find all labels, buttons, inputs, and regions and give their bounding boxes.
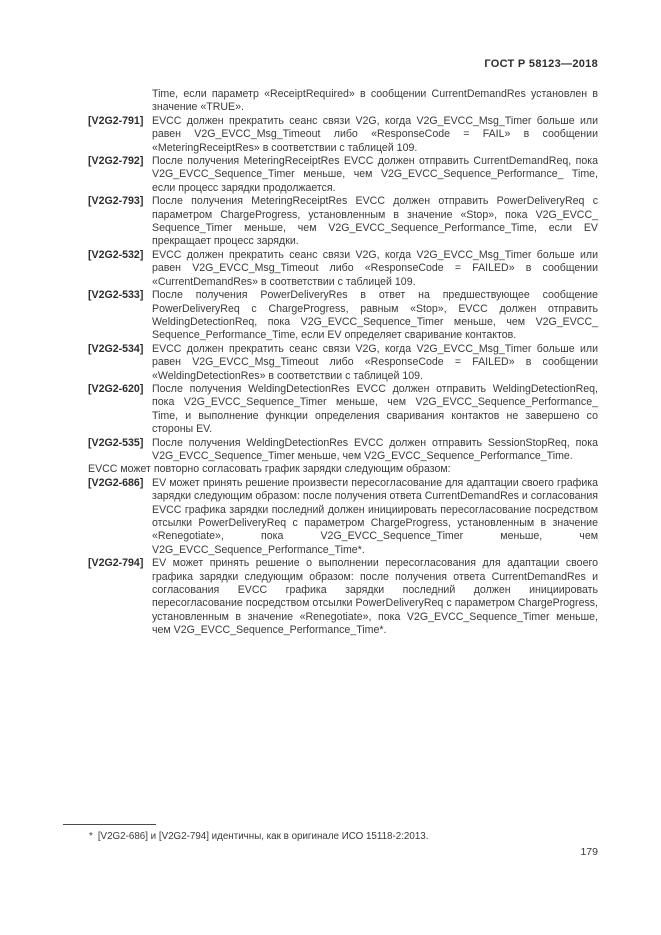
- requirement-text: После получения MeteringReceiptRes EVCC должен отправить PowerDeliveryReq с параметром ChargeProgress, установленным в значение «Stop», пока V2G_EVCC_ Sequence_Timer меньше, чем V2G_EVCC_Sequence_Performance_Time, если EV прекращает процесс зарядки.: [152, 195, 598, 248]
- requirement-label: [V2G2-792]: [88, 155, 144, 168]
- requirement-v2g2-793: [88, 195, 598, 249]
- paragraph-continuation: [88, 88, 598, 115]
- requirement-text: EVCC должен прекратить сеанс связи V2G, когда V2G_EVCC_Msg_Timer больше или равен V2G_EVCC_Msg_Timeout либо «ResponseCode = FAIL» в сообщении «MeteringReceiptRes» в соответствии с таблицей 109.: [152, 114, 598, 154]
- requirement-text: После получения WeldingDetectionRes EVCC должен отправить WeldingDetectionReq, пока V2G_EVCC_Sequence_Timer меньше, чем V2G_EVCC_Sequence_Performance_ Time, и выполнение функции определения сваривания контактов не завершено со стороны EV.: [152, 382, 598, 436]
- requirement-v2g2-686: [88, 477, 598, 557]
- requirement-label: [V2G2-533]: [88, 289, 144, 302]
- requirement-label: [V2G2-791]: [88, 114, 144, 127]
- requirement-v2g2-532: [88, 249, 598, 289]
- requirement-v2g2-535: [88, 437, 598, 464]
- requirement-text: После получения PowerDeliveryRes в ответ на предшествующее сообщение PowerDeliveryReq с ChargeProgress, равным «Stop», EVCC должен отправить WeldingDetectionReq, пока V2G_EVCC_Sequence_Timer меньше, чем V2G_EVCC_ Sequence_Performance_Time, если EV определяет сваривание контактов.: [152, 289, 598, 342]
- requirement-text: После получения WeldingDetectionRes EVCC должен отправить SessionStopReq, пока V2G_EVCC_Sequence_Timer меньше, чем V2G_EVCC_Sequence_Performance_Time.: [152, 436, 598, 462]
- document-body: [88, 88, 598, 638]
- paragraph-text: EVCC может повторно согласовать график зарядки следующим образом:: [88, 463, 451, 476]
- requirement-label: [V2G2-535]: [88, 436, 144, 449]
- requirement-label: [V2G2-794]: [88, 557, 144, 570]
- requirement-label: [V2G2-793]: [88, 195, 144, 208]
- doc-number-header: ГОСТ Р 58123—2018: [484, 58, 598, 70]
- footnote-marker: *: [89, 831, 93, 842]
- footnote: [89, 831, 569, 843]
- requirement-text: EV может принять решение произвести пересогласование для адаптации своего графика зарядки следующим образом: после получения ответа CurrentDemandRes и согласования EVCC графика зарядки последний должен инициировать пересогласование посредством отсылки PowerDeliveryReq с параметром ChargeProgress, установленным в значение «Renegotiate», пока V2G_EVCC_Sequence_Timer меньше, чем V2G_EVCC_Sequence_Performance_Time*.: [152, 476, 598, 556]
- requirement-text: EVCC должен прекратить сеанс связи V2G, когда V2G_EVCC_Msg_Timer больше или равен V2G_EVCC_Msg_Timeout либо «ResponseCode = FAILED» в сообщении «CurrentDemandRes» в соответствии с таблицей 109.: [152, 248, 598, 288]
- footnote-text: [V2G2-686] и [V2G2-794] идентичны, как в оригинале ИСО 15118-2:2013.: [97, 831, 429, 842]
- page-number: 179: [580, 846, 598, 858]
- requirement-label: [V2G2-534]: [88, 342, 144, 355]
- requirement-v2g2-620: [88, 383, 598, 437]
- requirement-v2g2-534: [88, 343, 598, 383]
- requirement-label: [V2G2-620]: [88, 382, 144, 395]
- paragraph-renegotiation-intro: [88, 463, 598, 476]
- requirement-label: [V2G2-686]: [88, 476, 144, 489]
- requirement-v2g2-792: [88, 155, 598, 195]
- requirement-text: После получения MeteringReceiptRes EVCC должен отправить CurrentDemandReq, пока V2G_EVCC_Sequence_Timer меньше, чем V2G_EVCC_Sequence_Performance_ Time, если процесс зарядки продолжается.: [152, 155, 598, 194]
- requirement-v2g2-533: [88, 289, 598, 343]
- requirement-v2g2-794: [88, 557, 598, 637]
- footnote-separator: [63, 824, 156, 825]
- requirement-text: Time, если параметр «ReceiptRequired» в сообщении CurrentDemandRes установлен в значение «TRUE».: [152, 88, 598, 114]
- requirement-v2g2-791: [88, 115, 598, 155]
- requirement-text: EV может принять решение о выполнении пересогласования для адаптации своего графика зарядки следующим образом: после получения ответа CurrentDemandRes и согласования EVCC графика зарядки последний должен инициировать пересогласование посредством отсылки PowerDeliveryReq с параметром ChargeProgress, установленным в значение «Renegotiate», пока V2G_EVCC_Sequence_Timer меньше, чем V2G_EVCC_Sequence_Performance_Time*.: [152, 557, 598, 637]
- requirement-label: [V2G2-532]: [88, 248, 144, 261]
- requirement-text: EVCC должен прекратить сеанс связи V2G, когда V2G_EVCC_Msg_Timer больше или равен V2G_EVCC_Msg_Timeout либо «ResponseCode = FAILED» в сообщении «WeldingDetectionRes» в соответствии с таблицей 109.: [152, 342, 598, 382]
